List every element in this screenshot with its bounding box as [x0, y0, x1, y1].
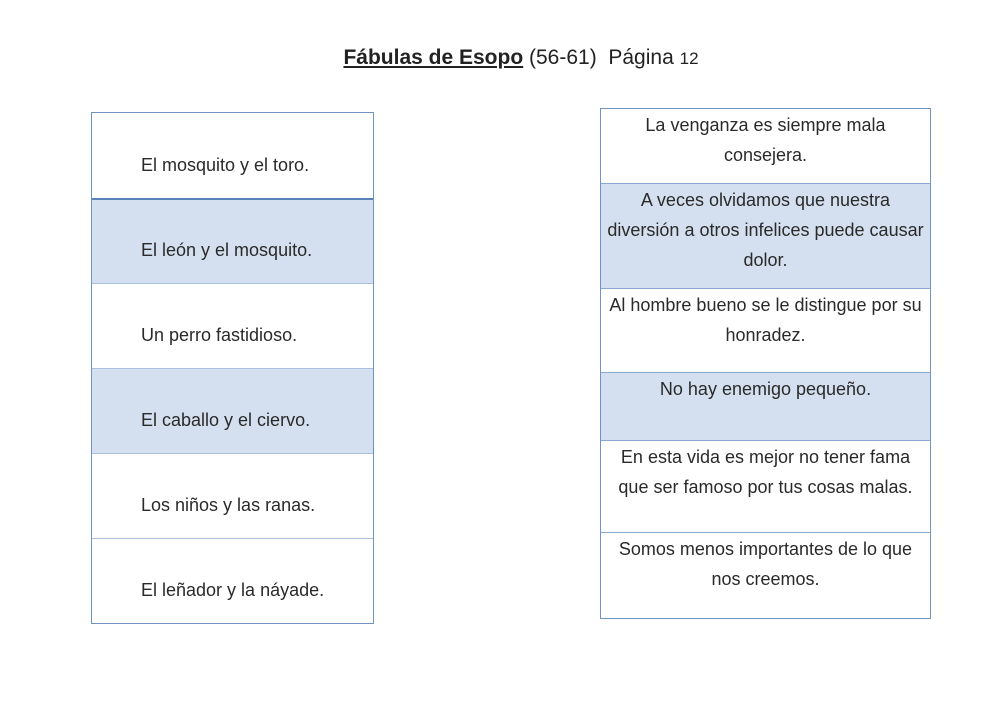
moral-text: En esta vida es mejor no tener fama que ser famoso por tus cosas malas.	[618, 447, 913, 497]
moral-text: A veces olvidamos que nuestra diversión a otros infelices puede causar dolor.	[607, 190, 924, 270]
moral-text: No hay enemigo pequeño.	[659, 379, 872, 399]
fable-title: El leñador y la náyade.	[141, 580, 325, 600]
fable-row[interactable]	[92, 368, 373, 453]
fable-row[interactable]	[92, 198, 373, 283]
moral-text: Somos menos importantes de lo que nos creemos.	[618, 539, 913, 589]
moral-text: La venganza es siempre mala consejera.	[645, 115, 886, 165]
fable-title: El caballo y el ciervo.	[141, 410, 311, 430]
moral-row[interactable]	[601, 183, 930, 288]
fable-row[interactable]	[92, 538, 373, 623]
fable-title: Un perro fastidioso.	[141, 325, 298, 345]
fable-title: El león y el mosquito.	[141, 240, 313, 260]
title-range: (56-61)	[529, 46, 597, 69]
page-title	[0, 46, 1000, 70]
moral-text: Al hombre bueno se le distingue por su honradez.	[609, 295, 922, 345]
title-page-label: Página	[608, 46, 674, 69]
moral-row[interactable]	[601, 532, 930, 618]
fable-row[interactable]	[92, 283, 373, 368]
fable-title: Los niños y las ranas.	[141, 495, 316, 515]
fable-row[interactable]	[92, 113, 373, 198]
fable-row[interactable]	[92, 453, 373, 538]
title-main: Fábulas de Esopo	[343, 46, 524, 69]
morals-table	[600, 108, 931, 619]
fable-title: El mosquito y el toro.	[141, 155, 310, 175]
moral-row[interactable]	[601, 109, 930, 183]
moral-row[interactable]	[601, 372, 930, 440]
fables-table	[91, 112, 374, 624]
moral-row[interactable]	[601, 288, 930, 372]
moral-row[interactable]	[601, 440, 930, 532]
title-page-number: 12	[679, 49, 699, 68]
